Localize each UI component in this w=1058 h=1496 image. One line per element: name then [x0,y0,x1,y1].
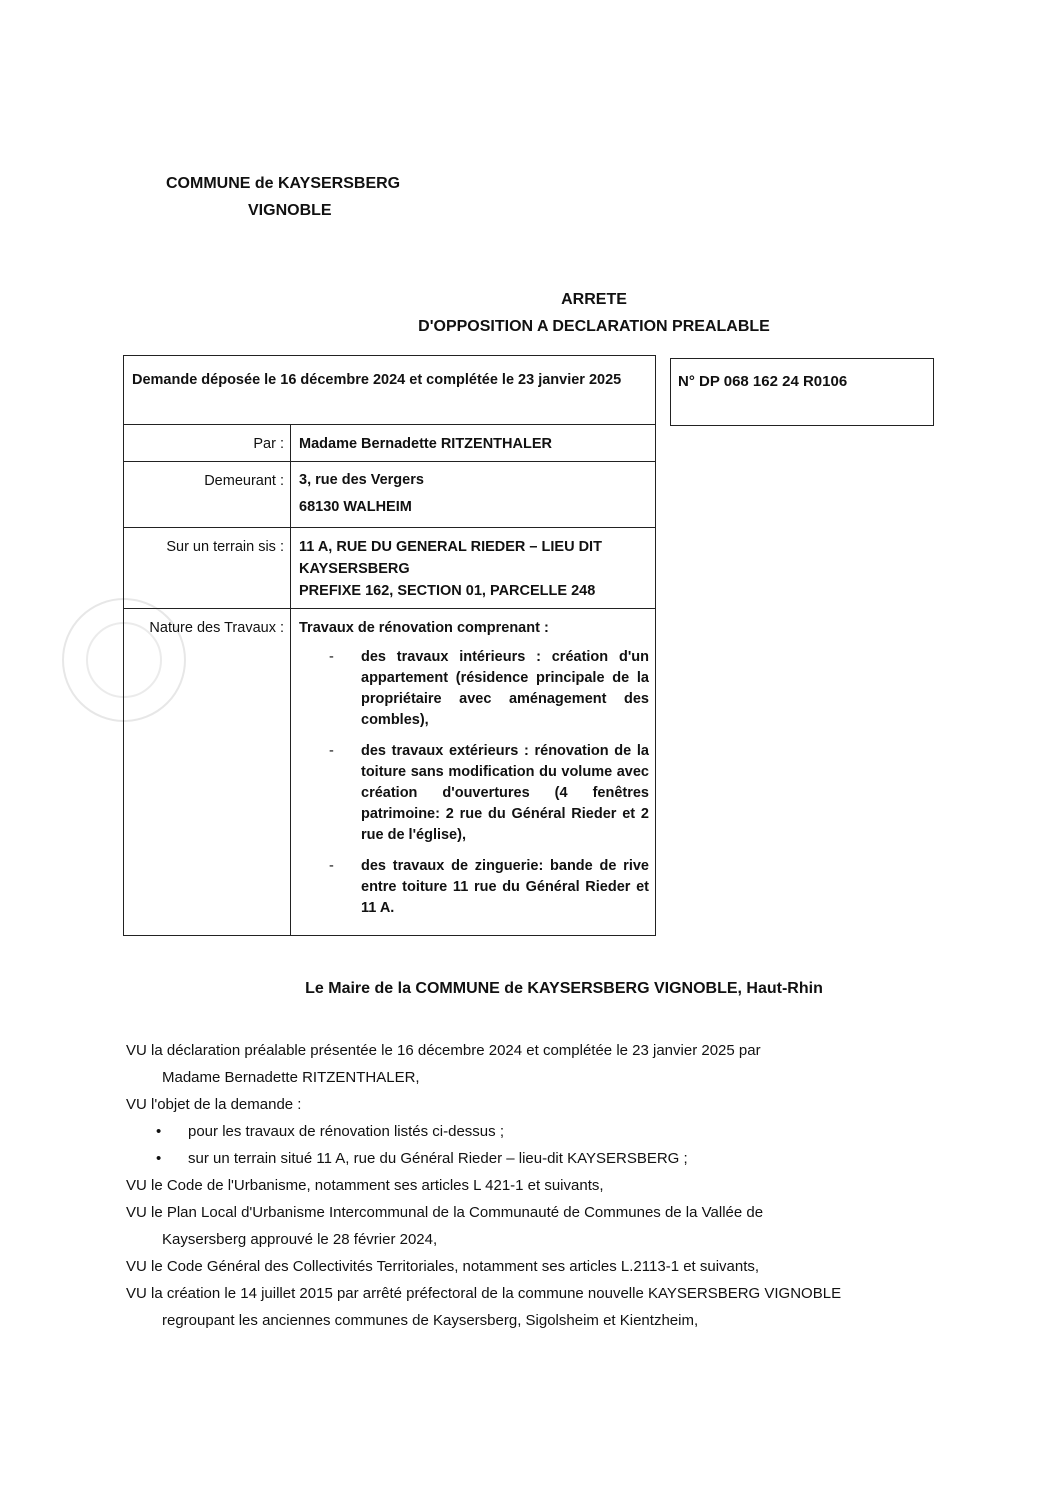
works-item-text: des travaux de zinguerie: bande de rive entre toiture 11 rue du Général Rieder et 11 A. [361,858,649,916]
vu-bullet-item: • sur un terrain situé 11 A, rue du Général Rieder – lieu-dit KAYSERSBERG ; [126,1145,932,1172]
request-header: Demande déposée le 16 décembre 2024 et complétée le 23 janvier 2025 [124,356,656,425]
works-item [299,647,649,731]
request-info-table [123,355,656,936]
dash-marker: - [329,649,334,665]
document-title [0,286,1058,340]
demeurant-line-1: 3, rue des Vergers [299,472,424,488]
dp-number-box [670,358,934,426]
terrain-line-1: 11 A, RUE DU GENERAL RIEDER – LIEU DIT KAYSERSBERG [299,539,602,577]
vu-paragraph: VU le Code Général des Collectivités Territoriales, notamment ses articles L.2113-1 et suivants, [126,1258,760,1275]
demeurant-value [291,462,656,528]
nature-label: Nature des Travaux : [124,609,291,936]
terrain-line-2: PREFIXE 162, SECTION 01, PARCELLE 248 [299,583,596,599]
works-item [299,856,649,919]
vu-bullet-item: • pour les travaux de rénovation listés ci-dessus ; [126,1118,932,1145]
works-item-text: des travaux extérieurs : rénovation de la toiture sans modification du volume avec création d'ouvertures (4 fenêtres patrimoine: 2 rue du Général Rieder et 2 rue de l'église), [361,743,649,843]
vu-section [126,1037,932,1334]
commune-header [166,170,400,224]
vu-bullet-list [126,1118,932,1172]
vu-paragraph: VU la déclaration préalable présentée le 16 décembre 2024 et complétée le 23 janvier 2025 par [126,1042,761,1059]
vu-paragraph: VU la création le 14 juillet 2015 par arrêté préfectoral de la commune nouvelle KAYSERSBERG VIGNOBLE [126,1285,842,1302]
maire-heading: Le Maire de la COMMUNE de KAYSERSBERG VIGNOBLE, Haut-Rhin [305,980,823,997]
vu-paragraph-cont: Kaysersberg approuvé le 28 février 2024, [162,1231,438,1248]
dash-marker: - [329,858,334,874]
dp-number: N° DP 068 162 24 R0106 [678,373,848,390]
commune-line-2: VIGNOBLE [248,202,332,219]
dash-marker: - [329,743,334,759]
works-item-text: des travaux intérieurs : création d'un appartement (résidence principale de la propriétaire avec aménagement des combles), [361,649,649,728]
commune-line-1: COMMUNE de KAYSERSBERG [166,175,401,192]
vu-paragraph-cont: regroupant les anciennes communes de Kaysersberg, Sigolsheim et Kientzheim, [162,1312,699,1329]
vu-paragraph-cont: Madame Bernadette RITZENTHALER, [162,1069,420,1086]
par-value: Madame Bernadette RITZENTHALER [291,425,656,462]
nature-intro: Travaux de rénovation comprenant : [299,620,549,636]
vu-paragraph: VU le Code de l'Urbanisme, notamment ses articles L 421-1 et suivants, [126,1177,604,1194]
works-item [299,741,649,846]
title-line-2: D'OPPOSITION A DECLARATION PREALABLE [418,318,770,335]
works-list [299,647,649,919]
demeurant-label: Demeurant : [124,462,291,528]
par-label: Par : [124,425,291,462]
nature-value [291,609,656,936]
title-line-1: ARRETE [561,291,627,308]
demeurant-line-2: 68130 WALHEIM [299,499,412,515]
vu-paragraph: VU le Plan Local d'Urbanisme Intercommunal de la Communauté de Communes de la Vallée de [126,1204,764,1221]
terrain-label: Sur un terrain sis : [124,528,291,609]
terrain-value [291,528,656,609]
vu-paragraph: VU l'objet de la demande : [126,1096,302,1113]
